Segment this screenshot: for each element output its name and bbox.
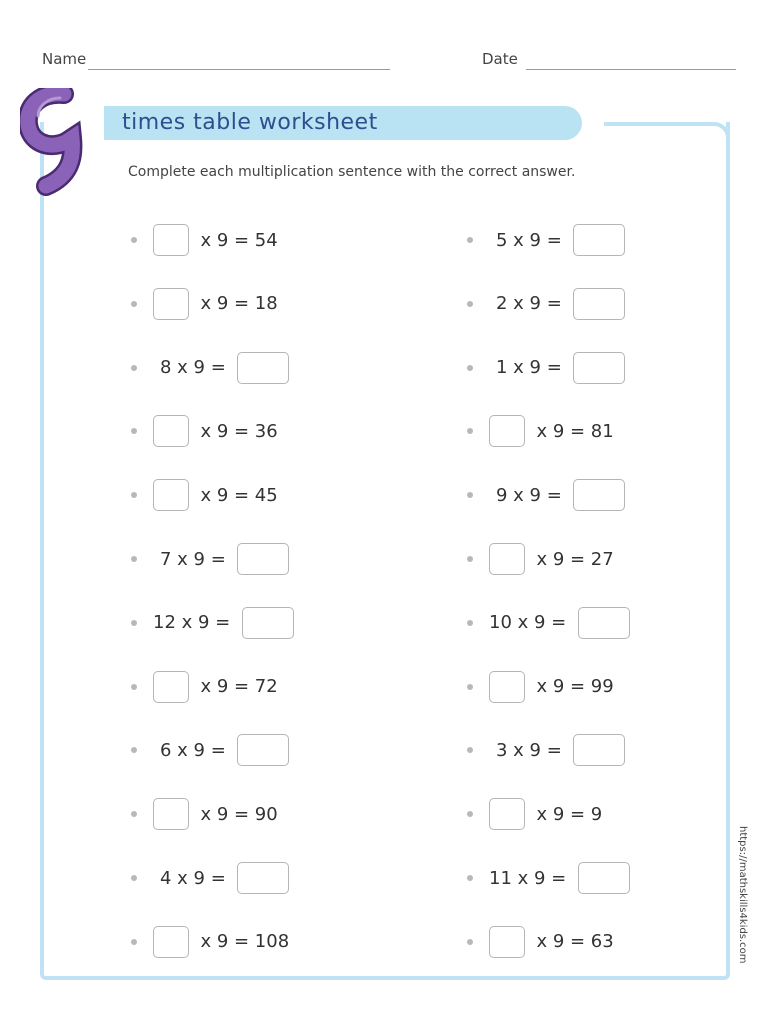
answer-box[interactable] (237, 862, 289, 894)
answer-box[interactable] (578, 607, 630, 639)
answer-box[interactable] (573, 288, 625, 320)
answer-box[interactable] (237, 352, 289, 384)
answer-box[interactable] (153, 415, 189, 447)
problem-row (160, 351, 289, 385)
bullet (467, 939, 473, 945)
problem-row (489, 606, 630, 640)
bullet (131, 556, 137, 562)
bullet (131, 939, 137, 945)
problem-text: 5 x 9 = (496, 229, 574, 251)
problem-text: x 9 = 81 (525, 420, 614, 442)
problem-row (153, 606, 294, 640)
bullet (131, 620, 137, 626)
problem-row (489, 542, 614, 576)
instructions: Complete each multiplication sentence with the correct answer. (128, 164, 576, 180)
answer-box[interactable] (237, 734, 289, 766)
problem-row (489, 670, 614, 704)
problem-row (160, 861, 289, 895)
problem-text: 6 x 9 = (160, 739, 238, 761)
problem-row (153, 478, 278, 512)
answer-box[interactable] (573, 734, 625, 766)
problem-text: x 9 = 18 (189, 293, 278, 315)
bullet (131, 237, 137, 243)
bullet (131, 811, 137, 817)
problem-row (153, 925, 289, 959)
problem-text: x 9 = 36 (189, 420, 278, 442)
problem-text: 10 x 9 = (489, 612, 578, 634)
bullet (467, 237, 473, 243)
bullet (131, 875, 137, 881)
answer-box[interactable] (489, 543, 525, 575)
problem-text: 4 x 9 = (160, 867, 238, 889)
problem-text: 7 x 9 = (160, 548, 238, 570)
problem-row (153, 414, 278, 448)
problem-row (160, 542, 289, 576)
problem-row (153, 670, 278, 704)
bullet (467, 747, 473, 753)
answer-box[interactable] (573, 224, 625, 256)
answer-box[interactable] (237, 543, 289, 575)
problem-text: x 9 = 99 (525, 676, 614, 698)
problem-row (160, 733, 289, 767)
answer-box[interactable] (489, 798, 525, 830)
problem-text: x 9 = 108 (189, 931, 290, 953)
answer-box[interactable] (153, 288, 189, 320)
bullet (467, 811, 473, 817)
problem-text: x 9 = 9 (525, 803, 603, 825)
problem-text: x 9 = 63 (525, 931, 614, 953)
bullet (131, 684, 137, 690)
bullet (467, 428, 473, 434)
problem-row (489, 797, 602, 831)
answer-box[interactable] (573, 479, 625, 511)
problem-text: 12 x 9 = (153, 612, 242, 634)
problem-row (489, 925, 614, 959)
problem-row (496, 351, 625, 385)
answer-box[interactable] (489, 671, 525, 703)
bullet (467, 620, 473, 626)
answer-box[interactable] (489, 926, 525, 958)
problem-row (489, 861, 630, 895)
bullet (131, 428, 137, 434)
bullet (467, 365, 473, 371)
problem-text: x 9 = 72 (189, 676, 278, 698)
problem-row (496, 287, 625, 321)
bullet (131, 365, 137, 371)
name-label: Name (42, 50, 87, 68)
problem-row (153, 223, 278, 257)
bullet (467, 301, 473, 307)
answer-box[interactable] (153, 479, 189, 511)
bullet (131, 492, 137, 498)
bullet (467, 492, 473, 498)
date-label: Date (482, 50, 518, 68)
answer-box[interactable] (489, 415, 525, 447)
problem-text: 2 x 9 = (496, 293, 574, 315)
worksheet-title: times table worksheet (122, 110, 378, 135)
problem-row (153, 797, 278, 831)
bullet (131, 301, 137, 307)
answer-box[interactable] (153, 926, 189, 958)
problem-text: x 9 = 27 (525, 548, 614, 570)
answer-box[interactable] (153, 224, 189, 256)
problem-row (496, 733, 625, 767)
bullet (467, 875, 473, 881)
problem-text: 9 x 9 = (496, 484, 574, 506)
bullet (467, 556, 473, 562)
answer-box[interactable] (242, 607, 294, 639)
problem-text: x 9 = 45 (189, 484, 278, 506)
answer-box[interactable] (153, 798, 189, 830)
problem-row (496, 478, 625, 512)
bullet (467, 684, 473, 690)
problem-row (153, 287, 278, 321)
problem-text: x 9 = 54 (189, 229, 278, 251)
bullet (131, 747, 137, 753)
problem-row (489, 414, 614, 448)
problem-row (496, 223, 625, 257)
problem-text: 1 x 9 = (496, 357, 574, 379)
answer-box[interactable] (578, 862, 630, 894)
problem-text: 11 x 9 = (489, 867, 578, 889)
answer-box[interactable] (153, 671, 189, 703)
site-url: https://mathskills4kids.com (737, 826, 748, 964)
problem-text: 8 x 9 = (160, 357, 238, 379)
answer-box[interactable] (573, 352, 625, 384)
problem-text: 3 x 9 = (496, 739, 574, 761)
problem-text: x 9 = 90 (189, 803, 278, 825)
